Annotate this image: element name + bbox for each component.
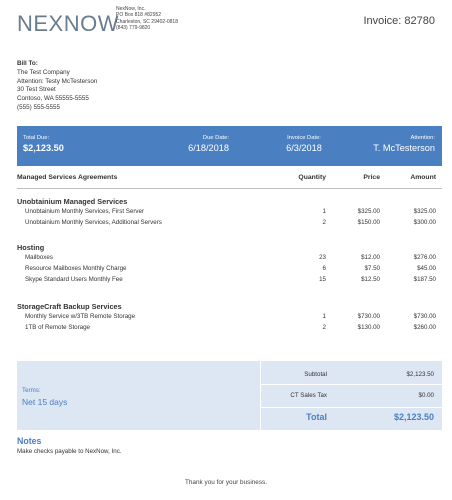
row-description: Unobtainium Monthly Services, First Server <box>25 208 144 215</box>
company-address <box>116 6 178 32</box>
bill-to-heading: Bill To: <box>17 60 38 67</box>
invoice-number: Invoice: 82780 <box>363 15 435 27</box>
bill-to-attention: Attention: Testy McTesterson <box>17 77 98 85</box>
table-row <box>17 313 442 324</box>
totals-row-divider <box>260 407 442 408</box>
tax-label: CT Sales Tax <box>290 392 327 399</box>
row-amount: $187.50 <box>413 276 436 283</box>
section-title: StorageCraft Backup Services <box>17 302 122 311</box>
bill-to-block <box>17 60 97 113</box>
row-price: $325.00 <box>357 208 380 215</box>
terms-value: Net 15 days <box>22 397 68 407</box>
total-label: Total <box>306 412 327 422</box>
subtotal-label: Subtotal <box>304 371 327 378</box>
row-price: $12.00 <box>361 254 380 261</box>
table-row <box>17 219 442 230</box>
due-date-value: 6/18/2018 <box>188 143 229 153</box>
row-quantity: 2 <box>322 324 326 331</box>
due-date-label: Due Date: <box>202 135 229 141</box>
column-header-price: Price <box>363 174 380 181</box>
invoice-summary-band <box>17 126 442 166</box>
header-divider <box>17 188 442 189</box>
row-description: Resource Mailboxes Monthly Charge <box>25 265 127 272</box>
table-row <box>17 254 442 265</box>
table-row <box>17 324 442 335</box>
total-due-label: Total Due: <box>23 135 50 141</box>
total-due-cell <box>23 134 64 154</box>
attention-value: T. McTesterson <box>373 143 435 153</box>
bill-to-street: 30 Test Street <box>17 86 56 94</box>
attention-label: Attention: <box>410 135 435 141</box>
invoice-date-value: 6/3/2018 <box>286 143 322 153</box>
company-name: NexNow, Inc. <box>116 6 146 12</box>
row-quantity: 2 <box>322 219 326 226</box>
company-po-box: PO Box 818 #82952 <box>116 12 162 19</box>
subtotal-value: $2,123.50 <box>406 371 434 378</box>
company-logo: NEXNOW <box>17 11 119 36</box>
column-header-amount: Amount <box>410 174 436 181</box>
row-description: Monthly Service w/3TB Remote Storage <box>25 313 136 320</box>
row-amount: $730.00 <box>413 313 436 320</box>
row-quantity: 15 <box>319 276 326 283</box>
attention-cell <box>345 134 435 154</box>
section-unobtainium <box>17 197 442 230</box>
due-date-cell <box>173 134 229 154</box>
row-description: Mailboxes <box>25 254 53 261</box>
row-description: Unobtainium Monthly Services, Additional Servers <box>25 219 162 226</box>
column-header-description: Managed Services Agreements <box>17 174 118 181</box>
table-row <box>17 276 442 287</box>
section-title: Hosting <box>17 243 45 252</box>
row-quantity: 1 <box>322 208 326 215</box>
notes-body: Make checks payable to NexNow, Inc. <box>17 448 122 455</box>
bill-to-phone: (555) 555-5555 <box>17 103 61 111</box>
row-amount: $260.00 <box>413 324 436 331</box>
row-price: $730.00 <box>357 313 380 320</box>
invoice-date-cell <box>269 134 339 154</box>
row-amount: $45.00 <box>417 265 436 272</box>
company-phone: (843) 779-9820 <box>116 25 151 32</box>
table-row <box>17 265 442 276</box>
notes-heading: Notes <box>17 436 42 446</box>
row-description: Skype Standard Users Monthly Fee <box>25 276 123 283</box>
row-quantity: 1 <box>322 313 326 320</box>
total-due-value: $2,123.50 <box>23 143 64 153</box>
section-storagecraft <box>17 302 442 335</box>
totals-panel <box>17 361 442 430</box>
company-city: Charleston, SC 29402-0818 <box>116 18 178 25</box>
totals-vertical-divider <box>260 361 261 430</box>
section-title: Unobtainium Managed Services <box>17 197 128 206</box>
tax-value: $0.00 <box>418 392 434 399</box>
row-price: $7.50 <box>364 265 380 272</box>
column-header-quantity: Quantity <box>298 174 326 181</box>
row-price: $12.50 <box>361 276 380 283</box>
table-row <box>17 208 442 219</box>
terms-label: Terms: <box>22 387 41 394</box>
row-price: $130.00 <box>357 324 380 331</box>
row-amount: $276.00 <box>413 254 436 261</box>
bill-to-company: The Test Company <box>17 68 70 76</box>
row-description: 1TB of Remote Storage <box>25 324 91 331</box>
row-amount: $325.00 <box>413 208 436 215</box>
row-amount: $300.00 <box>413 219 436 226</box>
thank-you-footer: Thank you for your business. <box>184 479 268 486</box>
total-value: $2,123.50 <box>393 412 434 422</box>
section-hosting <box>17 243 442 287</box>
totals-row-divider <box>260 384 442 385</box>
row-price: $150.00 <box>357 219 380 226</box>
row-quantity: 23 <box>319 254 326 261</box>
row-quantity: 6 <box>322 265 326 272</box>
bill-to-city: Contoso, WA 55555-5555 <box>17 95 89 103</box>
invoice-date-label: Invoice Date: <box>287 135 321 141</box>
